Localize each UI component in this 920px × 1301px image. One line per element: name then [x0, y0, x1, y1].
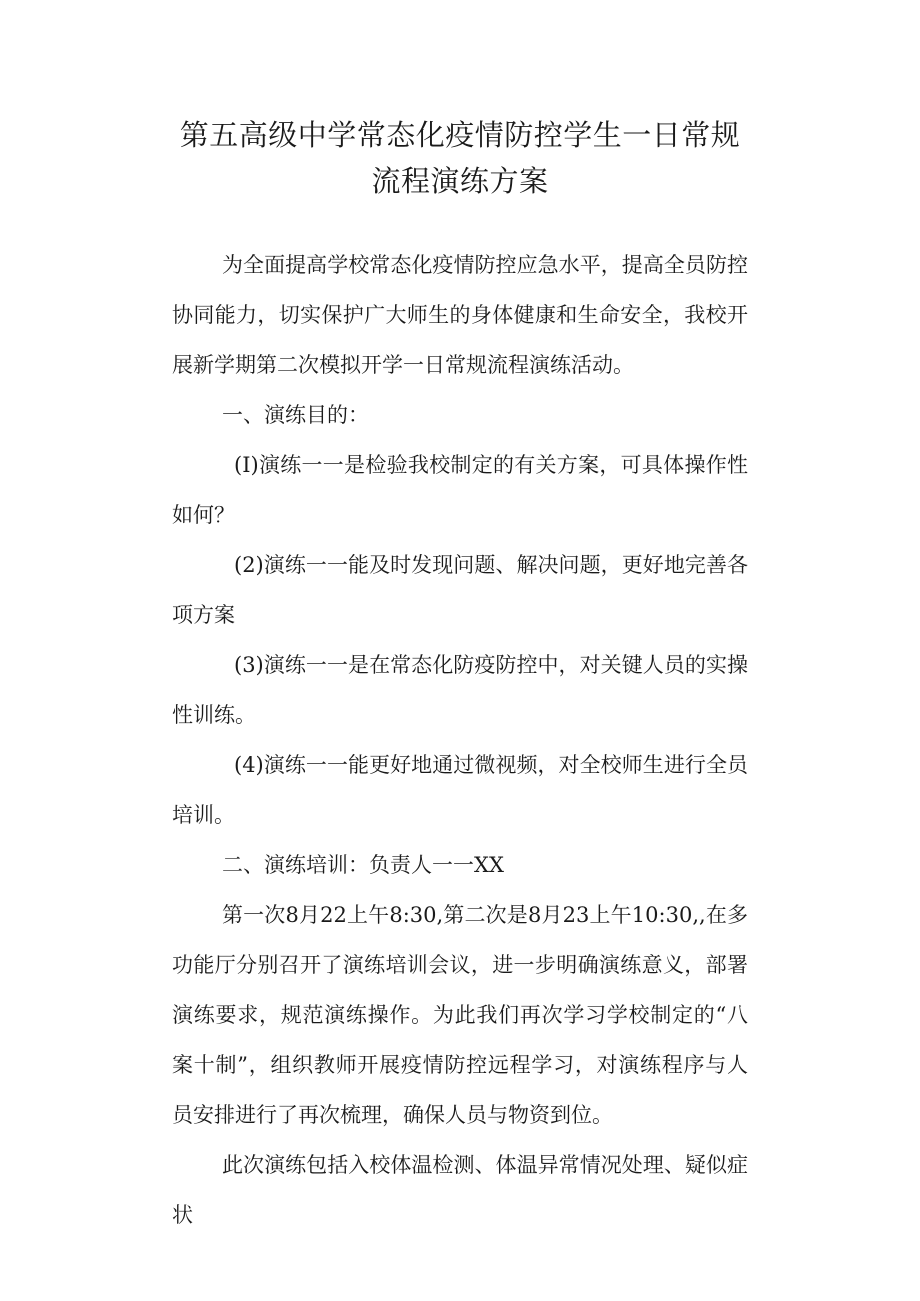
- training-paragraph: 第一次8月22上午8:30,第二次是8月23上午10:30,,在多功能厅分别召开了演练培训会议，进一步明确演练意义，部署演练要求，规范演练操作。为此我们再次学习学校制定的“八案十制”，组织教师开展疫情防控远程学习，对演练程序与人员安排进行了再次梳理，确保人员与物资到位。: [172, 903, 748, 1127]
- document-title: 第五高级中学常态化疫情防控学生一日常规流程演练方案: [179, 118, 741, 198]
- intro-paragraph: 为全面提高学校常态化疫情防控应急水平，提高全员防控协同能力，切实保护广大师生的身体健康和生命安全，我校开展新学期第二次模拟开学一日常规流程演练活动。: [172, 253, 748, 377]
- purpose-item-2: (2)演练一一能及时发现问题、解决问题，更好地完善各项方案: [172, 553, 748, 627]
- section-heading-training: 二、演练培训：负责人一一XX: [222, 853, 504, 877]
- section-heading-purpose: 一、演练目的：: [222, 403, 369, 427]
- purpose-item-1: (I)演练一一是检验我校制定的有关方案，可具体操作性如何？: [172, 453, 748, 527]
- document-body: [172, 240, 748, 1240]
- drill-content-paragraph: 此次演练包括入校体温检测、体温异常情况处理、疑似症状: [172, 1153, 748, 1227]
- purpose-item-3: (3)演练一一是在常态化防疫防控中，对关键人员的实操性训练。: [172, 653, 748, 727]
- purpose-item-4: (4)演练一一能更好地通过微视频，对全校师生进行全员培训。: [172, 753, 748, 827]
